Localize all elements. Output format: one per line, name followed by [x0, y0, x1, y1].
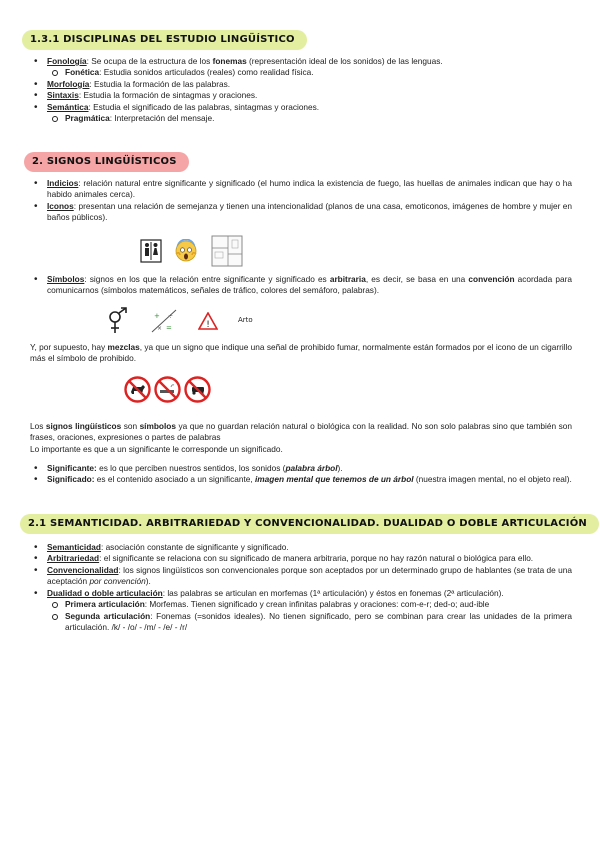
- list-item-primera-articulacion: [32, 599, 572, 610]
- bold-term: convención: [468, 274, 515, 284]
- no-vehicles-sign-icon: [184, 376, 211, 403]
- no-dogs-sign-icon: [124, 376, 151, 403]
- list-item-significante: [32, 463, 572, 474]
- text: son: [121, 421, 140, 431]
- list-item-pragmatica: [32, 113, 572, 124]
- section-title: 2. SIGNOS LINGÜÍSTICOS: [32, 156, 177, 167]
- text: : Estudia la formación de las palabras.: [89, 78, 231, 89]
- text: : Estudia el significado de las palabras, sintagmas y oraciones.: [88, 101, 320, 112]
- paragraph-signos-linguisticos: [30, 421, 572, 455]
- term-segunda-articulacion: Segunda articulación: [65, 610, 151, 621]
- italic-term: imagen mental que tenemos de un árbol: [255, 474, 414, 485]
- term-significado: Significado:: [47, 474, 95, 485]
- term-pragmatica: Pragmática: [65, 113, 110, 124]
- list-item-semantica: [32, 102, 572, 113]
- text: : Estudia sonidos articulados (reales) como realidad física.: [99, 67, 314, 78]
- text: (representación ideal de los sonidos) de las lenguas.: [246, 56, 443, 66]
- text: : Fonemas (=sonidos ideales). No tienen significado, pero se combinan para crear las unidades de la primera articulación. /k/ - /o/ - /m/ - /e/ - /r/: [65, 610, 572, 633]
- italic-term: por convención: [89, 576, 146, 587]
- term-semanticidad: Semanticidad: [47, 542, 101, 552]
- bold-term: arbitraria: [329, 274, 366, 284]
- section-title: 2.1 SEMANTICIDAD. ARBITRARIEDAD Y CONVENCIONALIDAD. DUALIDAD O DOBLE ARTICULACIÓN: [28, 518, 587, 529]
- section-title: 1.3.1 DISCIPLINAS DEL ESTUDIO LINGÜÍSTICO: [30, 34, 295, 45]
- text: es el contenido asociado a un significante,: [94, 474, 255, 485]
- svg-text:=: =: [166, 324, 172, 332]
- term-morfologia: Morfología: [47, 78, 90, 89]
- paragraph-importante: Lo importante es que a un significante le corresponde un significado.: [30, 443, 283, 454]
- list-item-semanticidad: [32, 542, 572, 553]
- significante-list: [32, 463, 572, 486]
- term-semantica: Semántica: [47, 101, 89, 112]
- iconos-examples: [140, 234, 244, 268]
- text: : Estudia la formación de sintagmas y oraciones.: [78, 90, 258, 101]
- no-smoking-sign-icon: [154, 376, 181, 403]
- list-item-arbitrariedad: [32, 553, 572, 564]
- list-item-segunda-articulacion: [32, 611, 572, 634]
- semanticidad-list: [32, 542, 572, 634]
- italic-term: palabra árbol: [285, 463, 338, 473]
- term-significante: Significante:: [47, 463, 97, 473]
- term-convencionalidad: Convencionalidad: [47, 564, 119, 575]
- text: : Morfemas. Tienen significado y crean infinitas palabras y oraciones: com-e-r; ded-o; aud-ible: [144, 599, 490, 610]
- text: ).: [337, 463, 343, 473]
- text: : Se ocupa de la estructura de los: [86, 56, 213, 66]
- scream-emoji-icon: [174, 239, 198, 263]
- mezclas-examples: [124, 376, 211, 403]
- bold-term: símbolos: [139, 421, 176, 431]
- text: : las palabras se articulan en morfemas (1ª articulación) y éstos en fonemas (2ª articulación).: [162, 587, 504, 598]
- text: : signos en los que la relación entre significante y significado es: [84, 274, 330, 284]
- term-sintaxis: Sintaxis: [47, 90, 79, 101]
- text: acordada para comunicarnos (símbolos matemáticos, señales de tráfico, colores del semáforo, palabras).: [47, 274, 572, 296]
- sign-label: Arto: [238, 316, 253, 325]
- list-item-morfologia: [32, 79, 572, 90]
- svg-text:÷: ÷: [168, 313, 174, 320]
- section-heading-semanticidad: [20, 514, 599, 534]
- text: ).: [145, 576, 151, 587]
- list-item-indicios: [32, 178, 572, 201]
- math-symbols-icon: [150, 308, 178, 334]
- term-fonetica: Fonética: [65, 67, 100, 78]
- text: es lo que perciben nuestros sentidos, los sonidos (: [96, 463, 286, 473]
- stop-sign-text: [238, 316, 253, 326]
- text: : asociación constante de significante y significado.: [100, 542, 289, 552]
- text: : los signos lingüísticos son convencionales porque son aceptados por un determinado grupo de hablantes (se trata de una aceptación: [47, 564, 572, 587]
- list-item-fonologia: [32, 56, 572, 67]
- text: , ya que un signo que indique una señal de prohibido fumar, normalmente están formados por el icono de un cigarrillo más el símbolo de prohibido.: [30, 342, 572, 364]
- bold-term: mezclas: [107, 342, 140, 352]
- term-dualidad: Dualidad o doble articulación: [47, 587, 163, 598]
- bold-term: signos lingüísticos: [45, 421, 122, 431]
- list-item-significado: [32, 474, 572, 485]
- list-item-iconos: [32, 201, 572, 224]
- term-indicios: Indicios: [47, 178, 79, 188]
- text: : el significante se relaciona con su significado de manera arbitraria, porque no hay razón natural o biológica para ello.: [99, 553, 534, 564]
- svg-text:×: ×: [157, 325, 163, 332]
- list-item-simbolos: [32, 274, 572, 297]
- list-item-dualidad: [32, 588, 572, 599]
- text: : presentan una relación de semejanza y tienen una intencionalidad (planos de una casa, emoticonos, imágenes de hombre y mujer en baños públicos).: [47, 200, 572, 223]
- term-fonologia: Fonología: [47, 56, 87, 66]
- disciplinas-list: [32, 56, 572, 125]
- term-iconos: Iconos: [47, 200, 74, 211]
- term-arbitrariedad: Arbitrariedad: [47, 553, 100, 564]
- term-simbolos: Símbolos: [47, 274, 85, 284]
- gender-symbols-icon: [106, 307, 130, 335]
- house-plan-icon: [210, 234, 244, 268]
- list-item-convencionalidad: [32, 565, 572, 588]
- text: , es decir, se basa en una: [365, 274, 469, 284]
- list-item-fonetica: [32, 67, 572, 78]
- paragraph-mezclas: [30, 342, 572, 365]
- svg-text:+: +: [154, 312, 160, 320]
- warning-sign-icon: [198, 312, 218, 330]
- bold-term: fonemas: [212, 56, 247, 66]
- signos-list-1: [32, 178, 572, 224]
- restroom-icon: [140, 239, 162, 263]
- text: ya que no guardan relación natural o biológica con la realidad. No son solo palabras sino que también son frases, oraciones, expresiones o partes de palabras: [30, 421, 572, 443]
- section-heading-disciplinas: [22, 30, 307, 50]
- text: Y, por supuesto, hay: [30, 342, 108, 352]
- text: : relación natural entre significante y significado (el humo indica la existencia de fuego, las huellas de animales indican que hay o ha habido animales cerca).: [47, 178, 572, 200]
- svg-text:!: !: [206, 320, 210, 330]
- text: : Interpretación del mensaje.: [109, 113, 215, 124]
- text: (nuestra imagen mental, no el objeto real).: [413, 474, 572, 485]
- simbolos-examples: [106, 307, 253, 335]
- list-item-sintaxis: [32, 90, 572, 101]
- term-primera-articulacion: Primera articulación: [65, 599, 145, 610]
- text: Los: [30, 421, 46, 431]
- section-heading-signos: [24, 152, 189, 172]
- signos-list-2: [32, 274, 572, 297]
